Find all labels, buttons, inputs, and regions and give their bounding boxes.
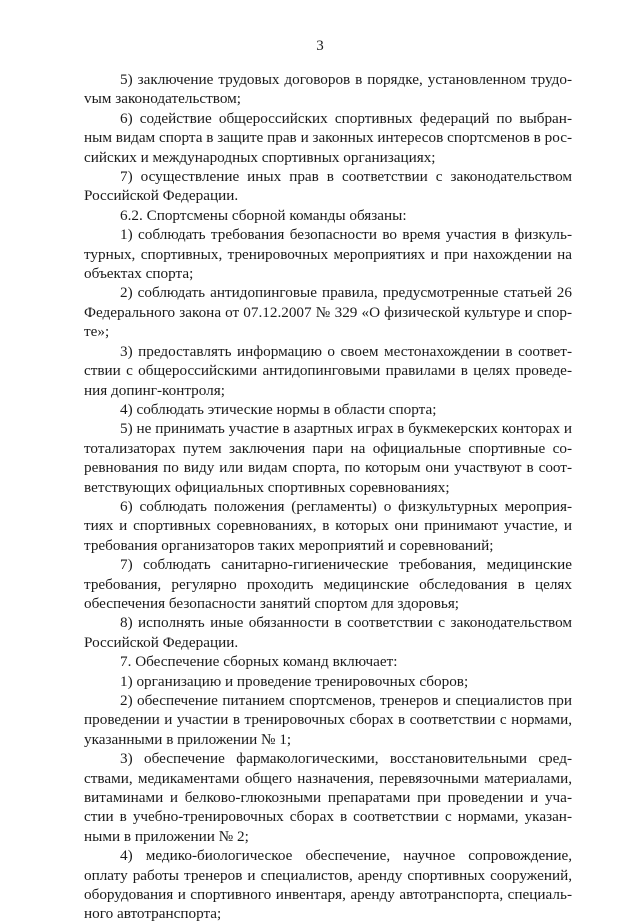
paragraph: 6) соблюдать положения (регламенты) о физкультурных мероприятиях и спортивных соревнованиях, в которых они принимают участие, и требования организаторов таких мероприятий и соревнований; [84,497,572,554]
paragraph: 3) обеспечение фармакологическими, восстановительными средствами, медикаментами общего назначения, перевязочными материалами, витаминами и белково-глюкозными препаратами при проведении и участии в учебно-тренировочных сборах в соответствии с нормами, указанными в приложении № 2; [84,750,572,845]
page-number: 3 [316,38,324,54]
document-body [84,70,572,924]
paragraph: 7) осуществление иных прав в соответствии с законодательством Российской Федерации. [84,168,572,205]
paragraph: 5) не принимать участие в азартных играх в букмекерских конторах и тотализаторах путем заключения пари на официальные спортивные соревнования по виду или видам спорта, по которым они участвуют в соответствующих официальных спортивных соревнованиях; [84,420,572,496]
section-heading: 7. Обеспечение сборных команд включает: [120,653,398,671]
paragraph: 5) заключение трудовых договоров в порядке, установленном трудоvым законодательством; [84,71,572,108]
paragraph: 4) медико-биологическое обеспечение, научное сопровождение, оплату работы тренеров и специалистов, аренду спортивных сооружений, оборудования и спортивного инвентаря, аренду автотранспорта, специального автотранспорта; [84,847,572,923]
section-heading: 6.2. Спортсмены сборной команды обязаны: [120,206,407,224]
paragraph: 2) обеспечение питанием спортсменов, тренеров и специалистов при проведении и участии в тренировочных сборах в соответствии с нормами, указанными в приложении № 1; [84,692,572,748]
paragraph: 1) соблюдать требования безопасности во время участия в физкультурных, спортивных, тренировочных мероприятиях и при нахождении на объектах спорта; [84,226,572,283]
paragraph: 2) соблюдать антидопинговые правила, предусмотренные статьей 26 Федерального закона от 07.12.2007 № 329 «О физической культуре и спорте»; [84,284,572,341]
paragraph: 1) организацию и проведение тренировочных сборов; [120,672,469,690]
paragraph: 4) соблюдать этические нормы в области спорта; [120,400,437,418]
paragraph: 8) исполнять иные обязанности в соответствии с законодательством Российской Федерации. [84,614,572,651]
paragraph: 7) соблюдать санитарно-гигиенические требования, медицинские требования, регулярно проходить медицинские обследования в целях обеспечения безопасности занятий спортом для здоровья; [84,556,572,612]
paragraph: 6) содействие общероссийских спортивных федераций по выбранным видам спорта в защите прав и законных интересов спортсменов в российских и международных спортивных организациях; [84,109,572,166]
paragraph: 3) предоставлять информацию о своем местонахождении в соответствии с общероссийскими антидопинговыми правилами в целях проведения допинг-контроля; [84,342,572,399]
